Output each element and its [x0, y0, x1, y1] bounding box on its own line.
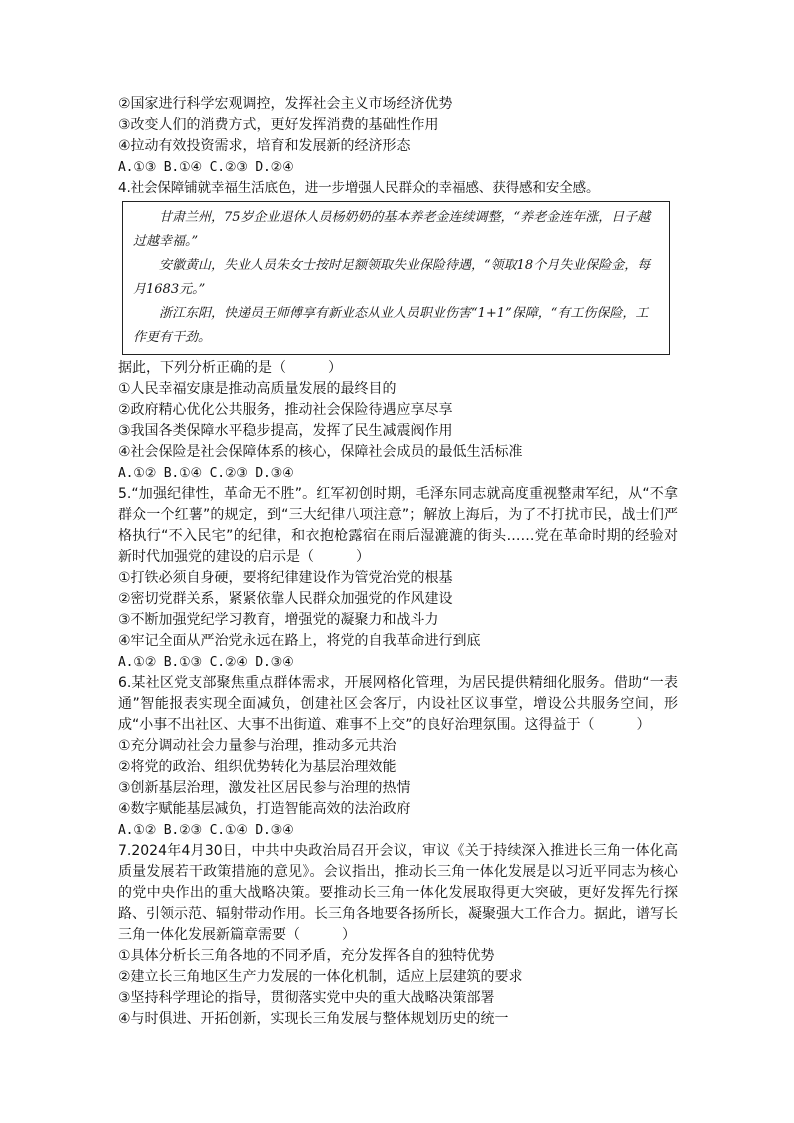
q7-option-3: ③坚持科学理论的指导，贯彻落实党中央的重大战略决策部署 [118, 990, 495, 1006]
q4-option-3: ③我国各类保障水平稳步提高，发挥了民生减震阀作用 [118, 423, 453, 439]
q5-option-4: ④牢记全面从严治党永远在路上，将党的自我革命进行到底 [118, 633, 481, 649]
q3-option-3: ③改变人们的消费方式，更好发挥消费的基础性作用 [118, 117, 439, 133]
q5-answer-choices: A.①② B.①③ C.②④ D.③④ [118, 655, 294, 670]
q5-option-1: ①打铁必须自身硬，要将纪律建设作为管党治党的根基 [118, 570, 453, 586]
q5-stem: 5.“加强纪律性，革命无不胜”。红军初创时期，毛泽东同志就高度重视整肃军纪，从“不拿群众一个红薯”的规定，到“三大纪律八项注意”；解放上海后，为了不打扰市民，战士们严格执行“不入民宅”的纪律，和衣抱枪露宿在雨后湿漉漉的街头……党在革命时期的经验对新时代加强党的建设的启示是（ ） [118, 486, 678, 565]
q6-option-1: ①充分调动社会力量参与治理，推动多元共治 [118, 738, 397, 754]
q7-option-1: ①具体分析长三角各地的不同矛盾，充分发挥各自的独特优势 [118, 948, 495, 964]
q3-option-4: ④拉动有效投资需求，培育和发展新的经济形态 [118, 138, 411, 154]
q4-option-2: ②政府精心优化公共服务，推动社会保险待遇应享尽享 [118, 402, 453, 418]
q6-option-2: ②将党的政治、组织优势转化为基层治理效能 [118, 759, 397, 775]
q7-option-4: ④与时俱进、开拓创新，实现长三角发展与整体规划历史的统一 [118, 1011, 509, 1027]
q4-option-1: ①人民幸福安康是推动高质量发展的最终目的 [118, 381, 397, 397]
q6-option-4: ④数字赋能基层减负，打造智能高效的法治政府 [118, 801, 411, 817]
exam-page [118, 94, 678, 1030]
q4-material-para-3: 浙江东阳，快递员王师傅享有新业态从业人员职业伤害“1+1”保障，“有工伤保险，工作更有干劲。 [133, 306, 649, 345]
q4-material-para-2: 安徽黄山，失业人员朱女士按时足额领取失业保险待遇，“领取18个月失业保险金，每月1683元。” [133, 258, 651, 297]
q7-stem: 7.2024年4月30日，中共中央政治局召开会议，审议《关于持续深入推进长三角一体化高质量发展若干政策措施的意见》。会议指出，推动长三角一体化发展是以习近平同志为核心的党中央作出的重大战略决策。要推动长三角一体化发展取得更大突破，更好发挥先行探路、引领示范、辐射带动作用。长三角各地要各扬所长，凝聚强大工作合力。据此，谱写长三角一体化发展新篇章需要（ ） [118, 843, 678, 943]
q7-option-2: ②建立长三角地区生产力发展的一体化机制，适应上层建筑的要求 [118, 969, 523, 985]
q6-option-3: ③创新基层治理，激发社区居民参与治理的热情 [118, 780, 411, 796]
q3-option-2: ②国家进行科学宏观调控，发挥社会主义市场经济优势 [118, 96, 453, 112]
q6-answer-choices: A.①② B.②③ C.①④ D.③④ [118, 823, 294, 838]
q4-option-4: ④社会保险是社会保障体系的核心，保障社会成员的最低生活标准 [118, 444, 523, 460]
q5-option-3: ③不断加强党纪学习教育，增强党的凝聚力和战斗力 [118, 612, 439, 628]
question-3-tail [118, 94, 678, 178]
q5-option-2: ②密切党群关系，紧紧依靠人民群众加强党的作风建设 [118, 591, 453, 607]
question-6 [118, 673, 678, 841]
question-5 [118, 484, 678, 673]
q6-stem: 6.某社区党支部聚焦重点群体需求，开展网格化管理，为居民提供精细化服务。借助“一表通”智能报表实现全面减负，创建社区会客厅，内设社区议事堂，增设公共服务空间，形成“小事不出社区、大事不出街道、难事不上交”的良好治理氛围。这得益于（ ） [118, 675, 678, 733]
q4-answer-choices: A.①② B.①④ C.②③ D.③④ [118, 466, 294, 481]
q4-material-para-1: 甘肃兰州，75岁企业退休人员杨奶奶的基本养老金连续调整，“养老金连年涨，日子越过越幸福。” [133, 210, 651, 249]
q4-question: 据此，下列分析正确的是（ ） [118, 360, 342, 376]
q4-material-box [122, 201, 670, 355]
q3-answer-choices: A.①③ B.①④ C.②③ D.②④ [118, 160, 294, 175]
question-4 [118, 178, 678, 484]
question-7 [118, 841, 678, 1030]
q4-stem: 4.社会保障铺就幸福生活底色，进一步增强人民群众的幸福感、获得感和安全感。 [118, 180, 600, 196]
